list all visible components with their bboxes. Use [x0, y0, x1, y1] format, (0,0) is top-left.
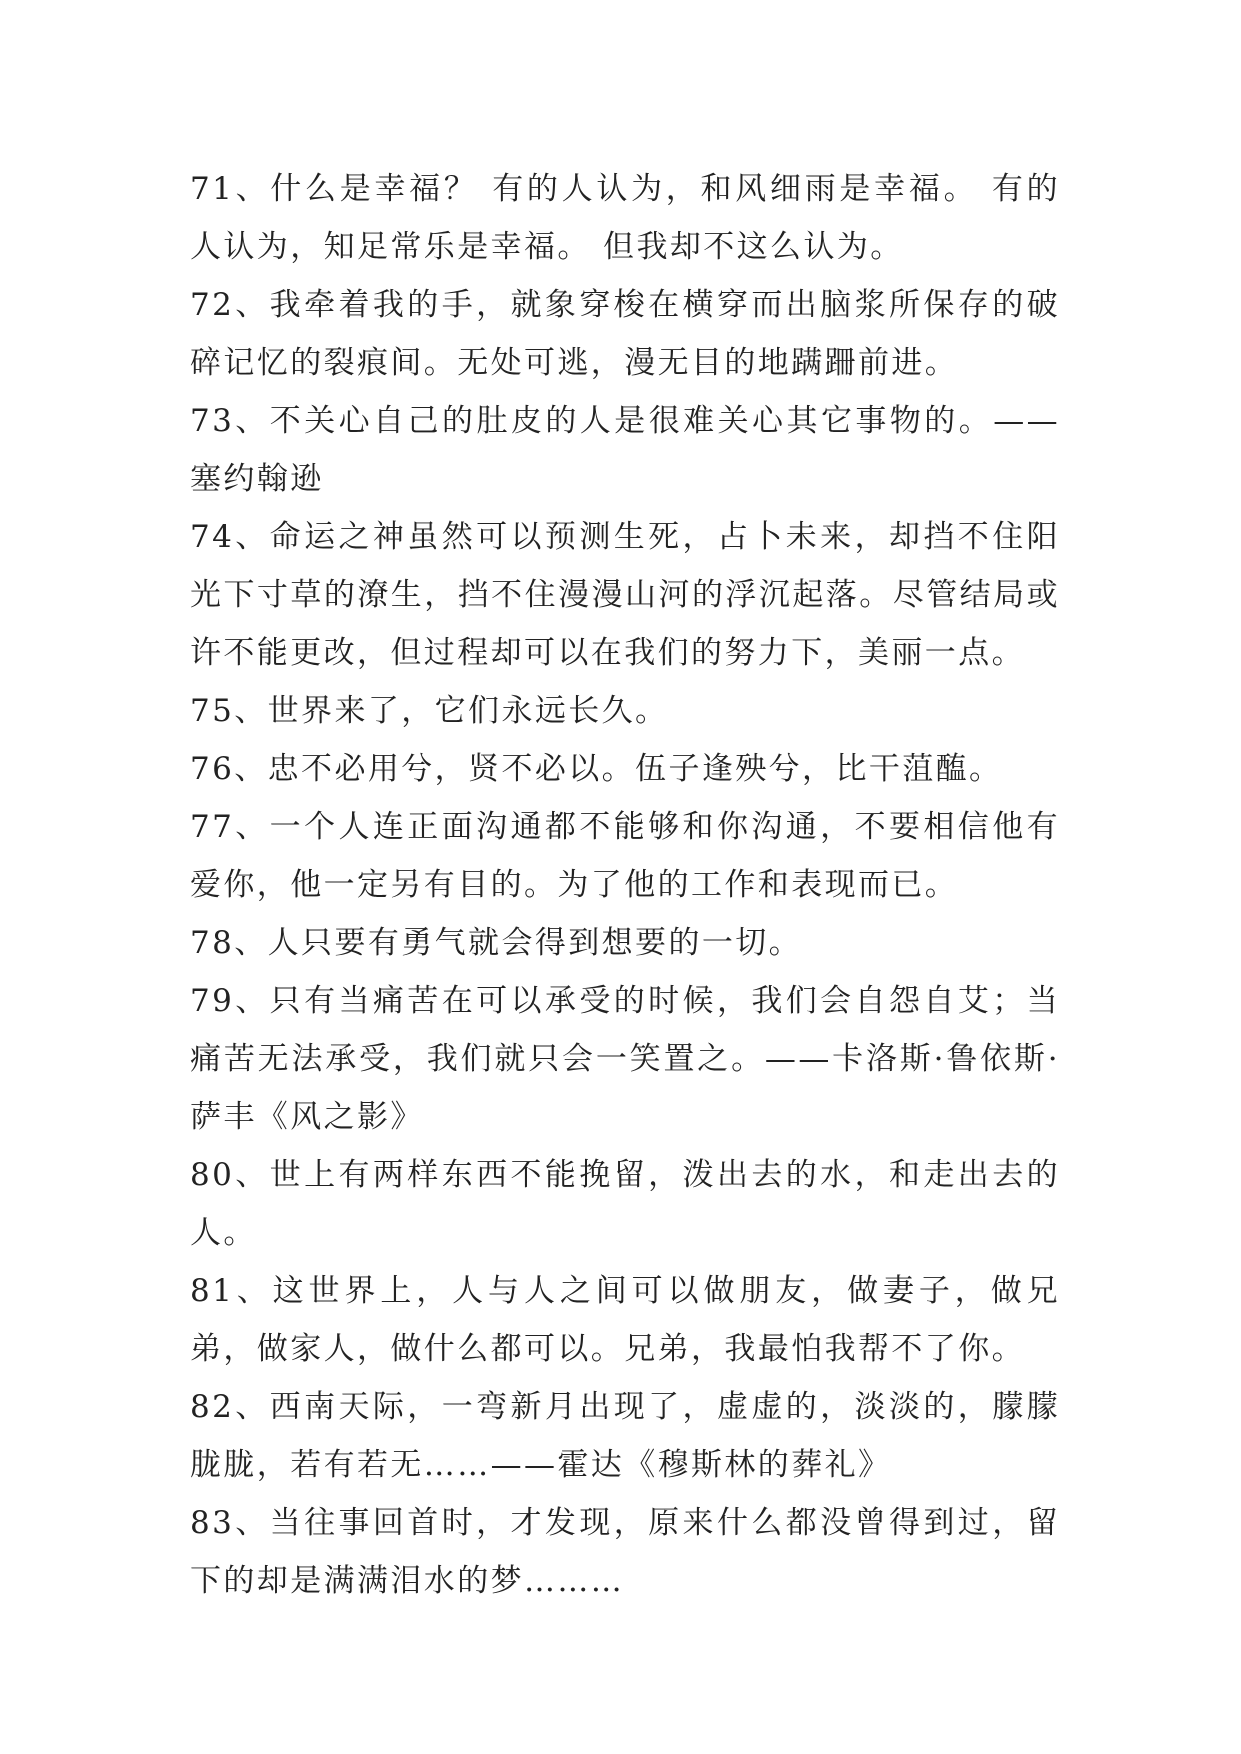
- quote-entry-82: 82、西南天际，一弯新月出现了，虚虚的，淡淡的，朦朦胧胧，若有若无……——霍达《穆斯林的葬礼》: [190, 1389, 1060, 1483]
- quote-entry-81: 81、这世界上，人与人之间可以做朋友，做妻子，做兄弟，做家人，做什么都可以。兄弟，我最怕我帮不了你。: [190, 1273, 1060, 1367]
- quote-entry-73: 73、不关心自己的肚皮的人是很难关心其它事物的。——塞约翰逊: [190, 403, 1060, 497]
- quote-entry-76: 76、忠不必用兮，贤不必以。伍子逢殃兮，比干菹醢。: [190, 751, 1003, 787]
- quote-entry-80: 80、世上有两样东西不能挽留，泼出去的水，和走出去的人。: [190, 1157, 1060, 1251]
- quote-entry-78: 78、人只要有勇气就会得到想要的一切。: [190, 925, 803, 961]
- quote-entry-77: 77、一个人连正面沟通都不能够和你沟通，不要相信他有爱你，他一定另有目的。为了他的工作和表现而已。: [190, 809, 1060, 903]
- quote-entry-79: 79、只有当痛苦在可以承受的时候，我们会自怨自艾；当痛苦无法承受，我们就只会一笑置之。——卡洛斯·鲁依斯·萨丰《风之影》: [190, 983, 1060, 1135]
- quote-entry-83: 83、当往事回首时，才发现，原来什么都没曾得到过，留下的却是满满泪水的梦………: [190, 1505, 1060, 1599]
- quote-entry-72: 72、我牵着我的手，就象穿梭在横穿而出脑浆所保存的破碎记忆的裂痕间。无处可逃，漫无目的地蹒跚前进。: [190, 287, 1060, 381]
- quote-entry-75: 75、世界来了，它们永远长久。: [190, 693, 669, 729]
- document-body: [190, 160, 1060, 1610]
- quote-entry-74: 74、命运之神虽然可以预测生死，占卜未来，却挡不住阳光下寸草的潦生，挡不住漫漫山河的浮沉起落。尽管结局或许不能更改，但过程却可以在我们的努力下，美丽一点。: [190, 519, 1060, 671]
- quote-entry-71: 71、什么是幸福？ 有的人认为，和风细雨是幸福。 有的人认为，知足常乐是幸福。 但我却不这么认为。: [190, 171, 1060, 265]
